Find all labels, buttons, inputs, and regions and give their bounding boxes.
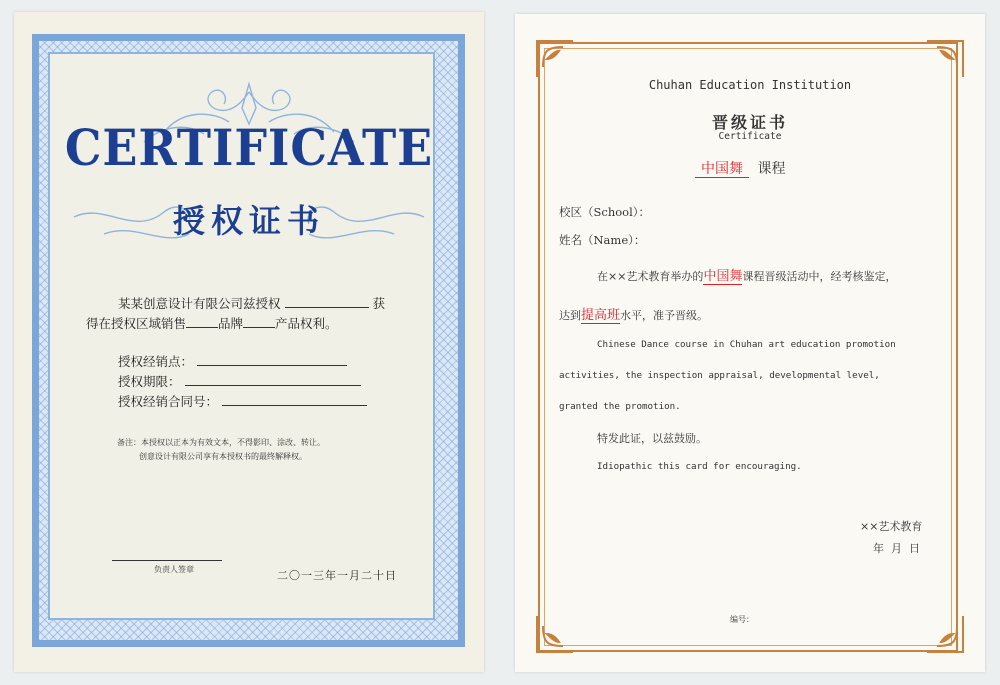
- body-line2-a: 得在授权区域销售: [86, 316, 187, 331]
- signature-line: [112, 560, 222, 561]
- promotion-certificate: [515, 14, 985, 672]
- field-contract: [118, 392, 367, 410]
- level-highlight: 提高班: [581, 308, 621, 323]
- course-line: [695, 158, 785, 178]
- body-line1-suffix: 获: [372, 296, 385, 311]
- paragraph-en-line-1: Chinese Dance course in Chuhan art education promotion: [597, 339, 896, 350]
- course-suffix: 课程: [757, 161, 786, 177]
- outlet-blank: [197, 353, 347, 366]
- field-period-label: 授权期限：: [118, 374, 181, 389]
- paragraph-en-line-3: granted the promotion.: [559, 401, 681, 412]
- closing-cn: 特发此证，以兹鼓励。: [597, 432, 707, 445]
- body-line2-c: 产品权利。: [275, 316, 338, 331]
- contract-blank: [222, 393, 367, 406]
- field-period: [118, 372, 361, 390]
- corner-ornament-icon: [533, 37, 577, 81]
- certificate-title: CERTIFICATE: [64, 118, 434, 177]
- body-line1-prefix: 某某创意设计有限公司兹授权: [118, 296, 281, 311]
- institution-name: Chuhan Education Institution: [648, 78, 852, 92]
- student-name-label: 姓名（Name）：: [559, 233, 646, 247]
- corner-ornament-icon: [923, 37, 967, 81]
- body-line2-b: 品牌: [218, 316, 244, 331]
- school-label: 校区（School）：: [559, 205, 650, 219]
- closing-en: Idiopathic this card for encouraging.: [597, 461, 802, 472]
- field-contract-label: 授权经销合同号：: [118, 394, 219, 409]
- issuer-name: ××艺术教育: [860, 520, 923, 533]
- paragraph-cn-line-1: 在××艺术教育举办的中国舞课程晋级活动中，经考核鉴定，: [597, 269, 897, 284]
- brand-blank: [243, 315, 275, 328]
- note-line-1: 备注：本授权以正本为有效文本，不得影印、涂改、转让。: [117, 438, 325, 447]
- certificate-subtitle: 授权证书: [172, 202, 325, 240]
- body-line-2: [86, 314, 338, 332]
- note-line-2: 创意设计有限公司享有本授权书的最终解释权。: [139, 452, 307, 461]
- period-blank: [185, 373, 361, 386]
- issue-date: 二〇一三年一月二十日: [277, 569, 397, 582]
- corner-ornament-icon: [923, 612, 967, 656]
- field-outlet-label: 授权经销点：: [118, 354, 194, 369]
- body-line-1: [118, 294, 385, 312]
- issue-date-label: 年 月 日: [873, 542, 920, 555]
- certificate-title-cn: 晋级证书: [711, 113, 788, 132]
- course-name: 中国舞: [695, 161, 749, 178]
- corner-ornament-icon: [533, 612, 577, 656]
- licensee-blank: [285, 295, 369, 308]
- certificate-number-label: 编号：: [730, 615, 754, 624]
- paragraph-cn-line-2: 达到提高班水平，准予晋级。: [559, 308, 709, 323]
- course-highlight: 中国舞: [703, 269, 743, 284]
- paragraph-en-line-2: activities, the inspection appraisal, developmental level,: [559, 370, 880, 381]
- field-outlet: [118, 352, 347, 370]
- authorization-certificate: [14, 12, 484, 672]
- certificate-title-en: Certificate: [718, 131, 782, 142]
- signature-label: 负责人签章: [154, 565, 194, 574]
- area-blank: [186, 315, 218, 328]
